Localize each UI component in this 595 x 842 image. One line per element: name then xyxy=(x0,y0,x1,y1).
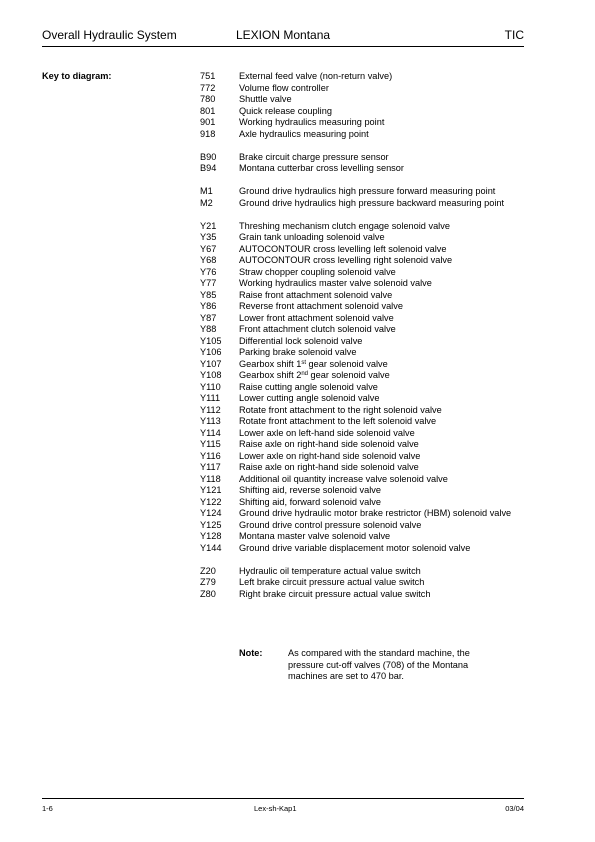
key-entry xyxy=(200,416,530,428)
entry-description: Gearbox shift 2nd gear solenoid valve xyxy=(239,370,390,380)
key-entry xyxy=(200,117,530,129)
entry-code: 751 xyxy=(200,71,216,81)
note-label: Note: xyxy=(239,648,263,658)
entry-code: 918 xyxy=(200,128,216,139)
key-entry xyxy=(200,71,530,83)
entry-description: AUTOCONTOUR cross levelling left solenoid valve xyxy=(239,243,447,254)
key-entry xyxy=(200,278,530,290)
entry-description: Shifting aid, forward solenoid valve xyxy=(239,496,381,507)
entry-code: 772 xyxy=(200,82,216,93)
key-entry xyxy=(200,382,530,394)
entry-code: B94 xyxy=(200,163,217,173)
entry-code: Z80 xyxy=(200,588,216,599)
key-entry xyxy=(200,347,530,359)
entry-code: Y105 xyxy=(200,335,222,346)
key-entry xyxy=(200,359,530,371)
entry-description: Reverse front attachment solenoid valve xyxy=(239,301,403,311)
key-entry xyxy=(200,508,530,520)
key-entry xyxy=(200,290,530,302)
entry-code: 801 xyxy=(200,105,216,116)
key-entry xyxy=(200,405,530,417)
entry-description: Volume flow controller xyxy=(239,82,329,93)
key-entry xyxy=(200,474,530,486)
key-entry xyxy=(200,336,530,348)
entry-code: Y112 xyxy=(200,404,221,415)
entry-code: 901 xyxy=(200,117,216,127)
entry-description: Parking brake solenoid valve xyxy=(239,347,357,357)
entry-code: Y76 xyxy=(200,266,217,277)
key-entry xyxy=(200,520,530,532)
entry-description: Ground drive control pressure solenoid valve xyxy=(239,519,422,530)
key-entry xyxy=(200,393,530,405)
entry-description: Ground drive hydraulic motor brake restrictor (HBM) solenoid valve xyxy=(239,508,512,518)
entry-code: Y106 xyxy=(200,347,222,357)
key-entry xyxy=(200,485,530,497)
entry-description: Ground drive hydraulics high pressure forward measuring point xyxy=(239,186,496,196)
entry-code: Y88 xyxy=(200,324,217,334)
entry-description: Hydraulic oil temperature actual value switch xyxy=(239,565,421,576)
entry-description: Right brake circuit pressure actual value switch xyxy=(239,588,431,599)
entry-code: Y117 xyxy=(200,462,221,472)
entry-description: Lower axle on left-hand side solenoid valve xyxy=(239,427,415,438)
key-entry xyxy=(200,577,530,589)
entry-code: Y85 xyxy=(200,289,217,300)
key-entry xyxy=(200,370,530,382)
entry-code: Y108 xyxy=(200,370,222,380)
entry-code: Y86 xyxy=(200,301,217,311)
key-entry xyxy=(200,163,530,175)
key-entry xyxy=(200,94,530,106)
note-block xyxy=(239,648,489,683)
footer-divider xyxy=(42,798,524,799)
key-group xyxy=(200,221,530,555)
entry-description: Differential lock solenoid valve xyxy=(239,335,363,346)
key-entry xyxy=(200,451,530,463)
key-entry xyxy=(200,244,530,256)
page-header xyxy=(42,28,524,46)
entry-code: M2 xyxy=(200,197,213,208)
entry-description: Ground drive hydraulics high pressure backward measuring point xyxy=(239,197,505,208)
entry-description: Lower axle on right-hand side solenoid valve xyxy=(239,450,421,461)
entry-code: Y110 xyxy=(200,381,221,392)
key-entry xyxy=(200,589,530,601)
header-divider xyxy=(42,46,524,47)
key-entry xyxy=(200,267,530,279)
key-entry xyxy=(200,152,530,164)
entry-code: Y87 xyxy=(200,312,217,323)
note-text: As compared with the standard machine, the pressure cut-off valves (708) of the Montana machines are set to 470 bar. xyxy=(288,648,470,681)
entry-description: Quick release coupling xyxy=(239,105,332,116)
entry-description: Shuttle valve xyxy=(239,94,292,104)
key-entry xyxy=(200,313,530,325)
entry-description: Montana master valve solenoid valve xyxy=(239,531,391,541)
entry-code: Y125 xyxy=(200,519,222,530)
footer-page-number: 1-6 xyxy=(42,804,53,813)
entry-description: Left brake circuit pressure actual value switch xyxy=(239,577,425,587)
key-entry xyxy=(200,428,530,440)
entry-description: Ground drive variable displacement motor solenoid valve xyxy=(239,542,471,553)
entry-description: Rotate front attachment to the left solenoid valve xyxy=(239,416,437,426)
entry-description: Gearbox shift 1st gear solenoid valve xyxy=(239,358,388,369)
key-group xyxy=(200,186,530,209)
footer-date: 03/04 xyxy=(505,804,524,813)
header-doc-code: TIC xyxy=(504,28,524,42)
entry-description: Raise axle on right-hand side solenoid valve xyxy=(239,462,419,472)
key-entry xyxy=(200,186,530,198)
entry-code: Y124 xyxy=(200,508,222,518)
entry-code: Y115 xyxy=(200,439,221,449)
entry-code: M1 xyxy=(200,186,213,196)
entry-code: Y114 xyxy=(200,427,221,438)
entry-code: 780 xyxy=(200,94,216,104)
key-label: Key to diagram: xyxy=(42,71,112,81)
key-entry xyxy=(200,531,530,543)
entry-code: Y21 xyxy=(200,220,217,231)
entry-description: Lower cutting angle solenoid valve xyxy=(239,393,380,403)
entry-description: Raise axle on right-hand side solenoid valve xyxy=(239,439,419,449)
entry-description: Straw chopper coupling solenoid valve xyxy=(239,266,396,277)
entry-description: Raise cutting angle solenoid valve xyxy=(239,381,378,392)
entry-description: Working hydraulics master valve solenoid valve xyxy=(239,278,432,288)
entry-code: Y118 xyxy=(200,473,221,484)
entry-description: Montana cutterbar cross levelling sensor xyxy=(239,163,404,173)
key-entry xyxy=(200,543,530,555)
entry-description: AUTOCONTOUR cross levelling right solenoid valve xyxy=(239,255,453,265)
entry-code: Y67 xyxy=(200,243,217,254)
key-entry xyxy=(200,255,530,267)
entry-code: Y107 xyxy=(200,358,222,369)
entry-description: Front attachment clutch solenoid valve xyxy=(239,324,396,334)
header-section-title: Overall Hydraulic System xyxy=(42,28,177,42)
header-machine-name: LEXION Montana xyxy=(236,28,331,42)
footer-doc-reference: Lex-sh-Kap1 xyxy=(254,804,297,813)
key-entry xyxy=(200,198,530,210)
entry-description: Shifting aid, reverse solenoid valve xyxy=(239,485,381,495)
entry-code: Y77 xyxy=(200,278,217,288)
entry-description: Rotate front attachment to the right solenoid valve xyxy=(239,404,442,415)
entry-description: Threshing mechanism clutch engage solenoid valve xyxy=(239,220,450,231)
entry-code: Y113 xyxy=(200,416,221,426)
key-entry xyxy=(200,106,530,118)
key-entry xyxy=(200,566,530,578)
key-entry xyxy=(200,83,530,95)
key-entry xyxy=(200,221,530,233)
entry-description: Axle hydraulics measuring point xyxy=(239,128,369,139)
entry-description: Working hydraulics measuring point xyxy=(239,117,385,127)
key-entry xyxy=(200,301,530,313)
key-group xyxy=(200,566,530,601)
entry-code: Y144 xyxy=(200,542,222,553)
entry-code: Z20 xyxy=(200,565,216,576)
key-group xyxy=(200,71,530,140)
key-entries xyxy=(200,71,530,612)
entry-code: Y116 xyxy=(200,450,221,461)
key-entry xyxy=(200,497,530,509)
entry-code: Y68 xyxy=(200,255,217,265)
entry-code: Y111 xyxy=(200,393,221,403)
key-entry xyxy=(200,324,530,336)
entry-code: Y128 xyxy=(200,531,222,541)
entry-description: External feed valve (non-return valve) xyxy=(239,71,393,81)
key-entry xyxy=(200,129,530,141)
entry-description: Brake circuit charge pressure sensor xyxy=(239,151,389,162)
key-entry xyxy=(200,232,530,244)
entry-description: Grain tank unloading solenoid valve xyxy=(239,232,385,242)
key-entry xyxy=(200,439,530,451)
entry-code: Z79 xyxy=(200,577,216,587)
entry-description: Raise front attachment solenoid valve xyxy=(239,289,393,300)
key-group xyxy=(200,152,530,175)
key-entry xyxy=(200,462,530,474)
entry-code: B90 xyxy=(200,151,217,162)
entry-description: Additional oil quantity increase valve solenoid valve xyxy=(239,473,448,484)
entry-code: Y35 xyxy=(200,232,217,242)
entry-code: Y122 xyxy=(200,496,222,507)
entry-description: Lower front attachment solenoid valve xyxy=(239,312,394,323)
entry-code: Y121 xyxy=(200,485,222,495)
